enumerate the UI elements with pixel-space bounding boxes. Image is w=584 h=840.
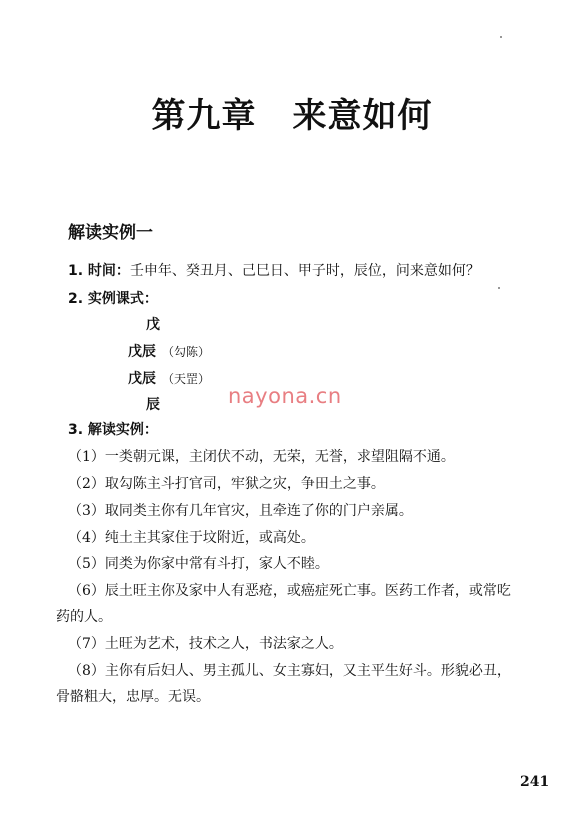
section-heading: 解读实例一 [68,223,153,243]
chart-line-note: （勾陈） [162,345,211,359]
item-time-text: 壬申年、癸丑月、己巳日、甲子时，辰位，问来意如何？ [129,263,480,279]
watermark: nayona.cn [228,384,342,408]
reading-line: 骨骼粗大，忠厚。无误。 [56,689,210,705]
item-chart-label: 2. 实例课式： [68,291,158,307]
item-readings-heading [68,420,158,440]
chart-line-gan: 戊辰 [128,344,156,360]
reading-line: （2）取勾陈主斗打官司，牢狱之灾，争田土之事。 [68,476,385,492]
item-chart-heading [68,289,158,309]
page-number: 241 [520,774,550,790]
chart-line [146,394,160,414]
scan-speck [498,287,500,289]
chart-line [128,368,210,388]
chart-line [128,341,210,361]
chart-line [146,314,160,334]
reading-line: （1）一类朝元课，主闭伏不动，无荣，无誉，求望阻隔不通。 [68,449,455,465]
reading-line: （8）主你有后妇人、男主孤儿、女主寡妇，又主平生好斗。形貌必丑， [68,663,511,679]
chart-line-gan: 戊辰 [128,371,156,387]
reading-line: （5）同类为你家中常有斗打，家人不睦。 [68,556,329,572]
chapter-name: 来意如何 [292,96,433,136]
chart-line-gan: 戊 [146,317,160,333]
chapter-number: 第九章 [151,96,257,136]
scan-speck [500,36,502,38]
chart-line-note: （天罡） [162,372,211,386]
reading-line: （6）辰土旺主你及家中人有恶疮，或癌症死亡事。医药工作者，或常吃 [68,583,511,599]
item-time [68,261,480,281]
reading-line: （4）纯土主其家住于坟附近，或高处。 [68,530,315,546]
chart-line-gan: 辰 [146,397,160,413]
item-readings-label: 3. 解读实例： [68,422,158,438]
reading-line: （3）取同类主你有几年官灾，且牵连了你的门户亲属。 [68,503,413,519]
reading-line: 药的人。 [56,609,112,625]
reading-line: （7）土旺为艺术，技术之人，书法家之人。 [68,636,343,652]
chapter-title [0,88,584,137]
item-time-label: 1. 时间： [68,263,130,279]
